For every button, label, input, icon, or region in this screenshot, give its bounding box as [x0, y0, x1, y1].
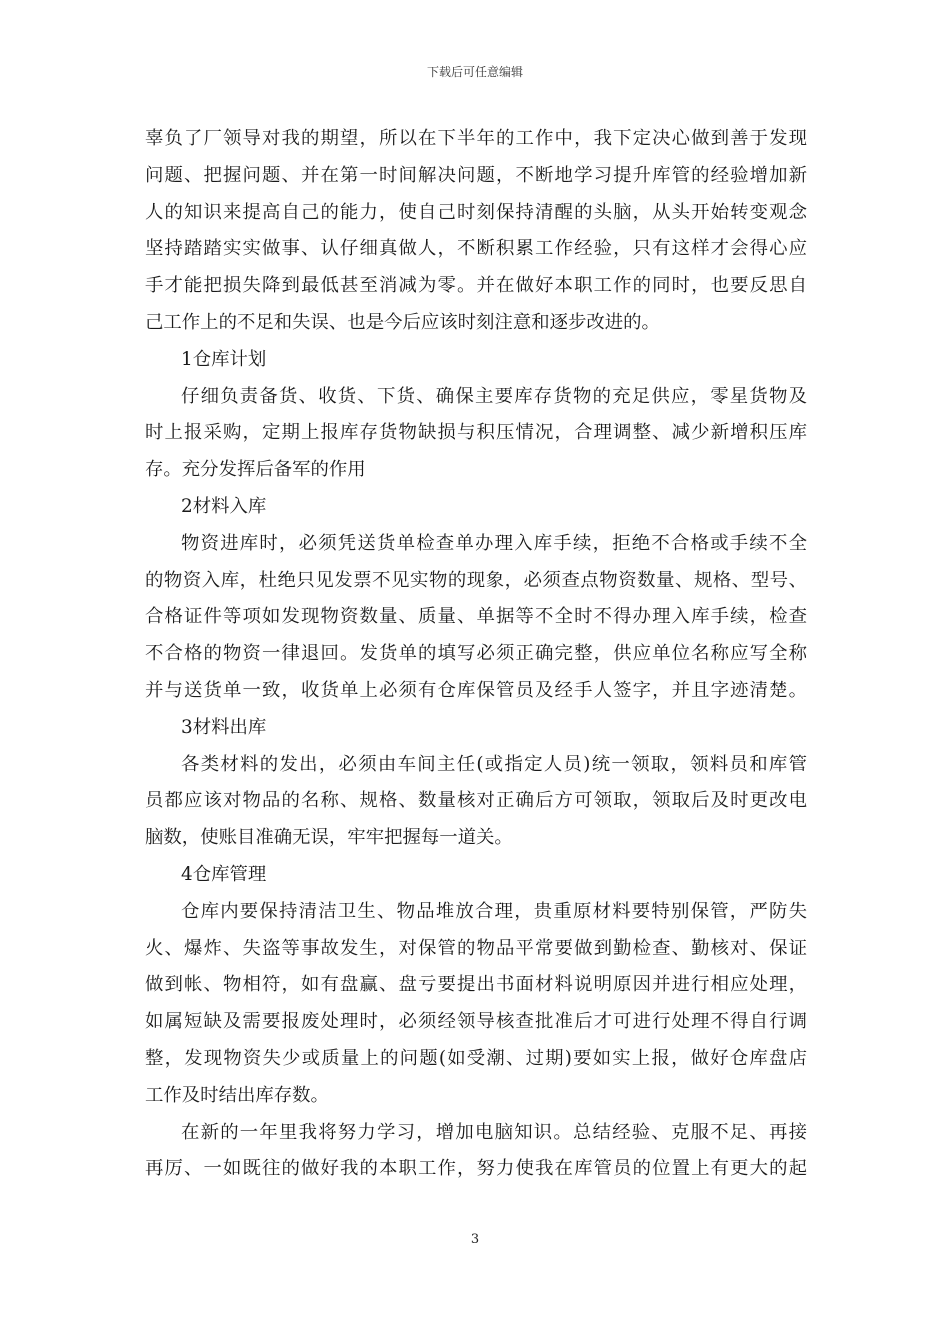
section-heading: 2材料入库	[181, 495, 267, 517]
paragraph-line: 工作及时结出库存数。	[145, 1084, 329, 1106]
paragraph-line: 并与送货单一致，收货单上必须有仓库保管员及经手人签字，并且字迹清楚。	[145, 679, 807, 701]
page-number: 3	[470, 1232, 480, 1247]
paragraph-line: 时上报采购，定期上报库存货物缺损与积压情况，合理调整、减少新增积压库	[145, 422, 807, 444]
paragraph-line: 脑数，使账目准确无误，牢牢把握每一道关。	[145, 827, 513, 849]
paragraph-line: 问题、把握问题、并在第一时间解决问题，不断地学习提升库管的经验增加新	[145, 164, 807, 186]
paragraph-line: 手才能把损失降到最低甚至消减为零。并在做好本职工作的同时，也要反思自	[145, 275, 807, 297]
paragraph-line: 做到帐、物相符，如有盘赢、盘亏要提出书面材料说明原因并进行相应处理，	[145, 974, 807, 996]
paragraph-line: 员都应该对物品的名称、规格、数量核对正确后方可领取，领取后及时更改电	[145, 790, 807, 812]
paragraph-line: 坚持踏踏实实做事、认仔细真做人，不断积累工作经验，只有这样才会得心应	[145, 238, 807, 260]
paragraph-line: 合格证件等项如发现物资数量、质量、单据等不全时不得办理入库手续，检查	[145, 606, 807, 628]
paragraph-line: 整，发现物资失少或质量上的问题(如受潮、过期)要如实上报，做好仓库盘店	[145, 1047, 807, 1069]
paragraph-line: 存。充分发挥后备军的作用	[145, 459, 366, 481]
paragraph-line: 不合格的物资一律退回。发货单的填写必须正确完整，供应单位名称应写全称	[145, 643, 807, 665]
paragraph-line: 辜负了厂领导对我的期望，所以在下半年的工作中，我下定决心做到善于发现	[145, 128, 807, 149]
section-heading: 4仓库管理	[181, 863, 267, 885]
document-body	[145, 121, 807, 1188]
paragraph-line: 在新的一年里我将努力学习，增加电脑知识。总结经验、克服不足、再接	[181, 1121, 807, 1143]
page-header: 下载后可任意编辑	[426, 65, 523, 79]
paragraph-line: 再厉、一如既往的做好我的本职工作，努力使我在库管员的位置上有更大的起	[145, 1158, 807, 1180]
paragraph-line: 物资进库时，必须凭送货单检查单办理入库手续，拒绝不合格或手续不全	[181, 532, 807, 554]
section-heading: 3材料出库	[181, 716, 267, 738]
paragraph-line: 各类材料的发出，必须由车间主任(或指定人员)统一领取，领料员和库管	[181, 753, 807, 775]
paragraph-line: 仓库内要保持清洁卫生、物品堆放合理，贵重原材料要特别保管，严防失	[181, 900, 807, 922]
paragraph-line: 如属短缺及需要报废处理时，必须经领导核查批准后才可进行处理不得自行调	[145, 1011, 807, 1033]
paragraph-line: 己工作上的不足和失误、也是今后应该时刻注意和逐步改进的。	[145, 311, 660, 333]
paragraph-line: 人的知识来提高自己的能力，使自己时刻保持清醒的头脑，从头开始转变观念	[145, 201, 807, 223]
paragraph-line: 的物资入库，杜绝只见发票不见实物的现象，必须查点物资数量、规格、型号、	[145, 569, 807, 591]
section-heading: 1仓库计划	[181, 348, 267, 370]
paragraph-line: 火、爆炸、失盗等事故发生，对保管的物品平常要做到勤检查、勤核对、保证	[145, 937, 807, 959]
paragraph-line: 仔细负责备货、收货、下货、确保主要库存货物的充足供应，零星货物及	[181, 385, 807, 407]
